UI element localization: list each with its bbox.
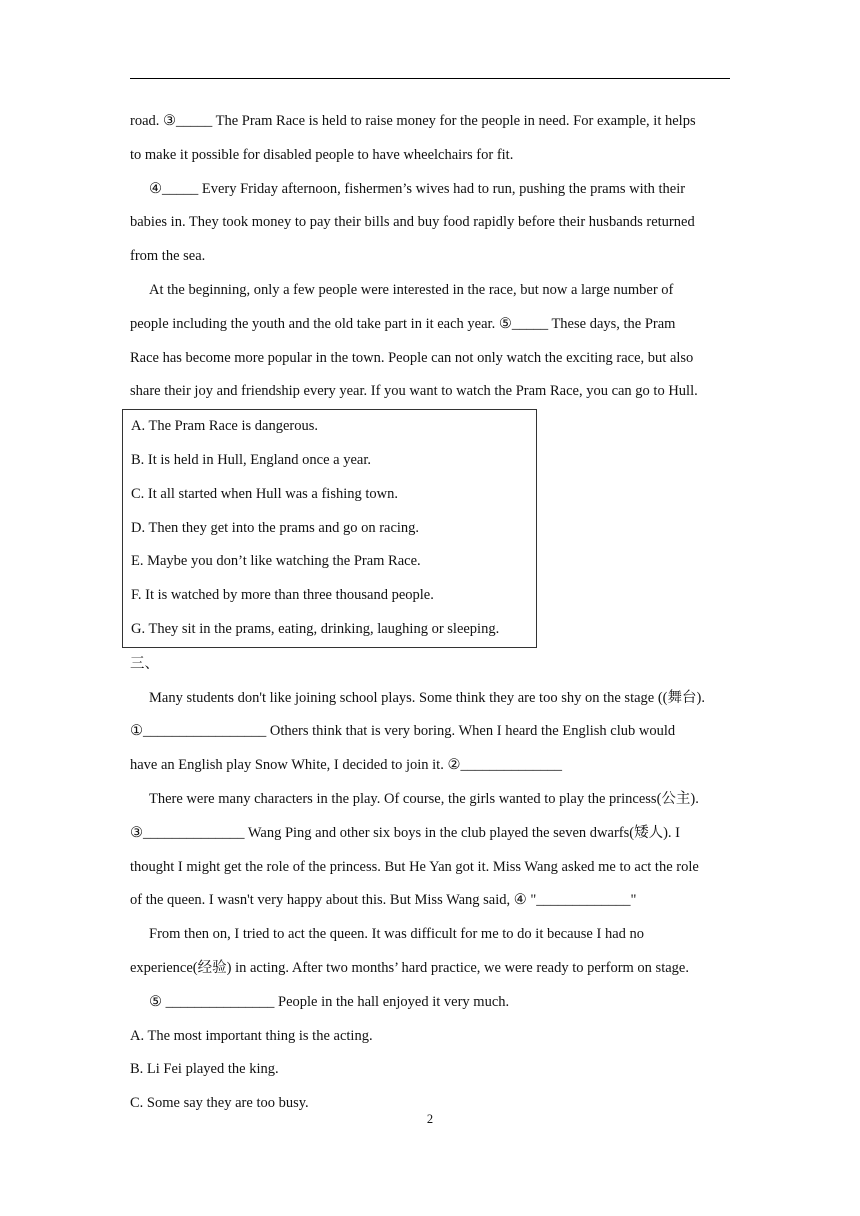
option-b: B. Li Fei played the king. bbox=[130, 1061, 279, 1078]
passage-line: At the beginning, only a few people were interested in the race, but now a large number of bbox=[149, 281, 674, 298]
passage-line: experience(经验) in acting. After two months’ hard practice, we were ready to perform on stage. bbox=[130, 959, 689, 976]
passage-line: people including the youth and the old take part in it each year. ⑤_____ These days, the Pram bbox=[130, 315, 676, 332]
option-a: A. The most important thing is the acting. bbox=[130, 1027, 373, 1044]
passage-line: ④_____ Every Friday afternoon, fishermen’s wives had to run, pushing the prams with their bbox=[149, 180, 686, 197]
passage-line: to make it possible for disabled people to have wheelchairs for fit. bbox=[130, 146, 514, 163]
option-c: C. It all started when Hull was a fishing town. bbox=[131, 485, 398, 502]
passage-line: ③______________ Wang Ping and other six boys in the club played the seven dwarfs(矮人). I bbox=[130, 824, 680, 841]
passage-line: ①_________________ Others think that is very boring. When I heard the English club would bbox=[130, 723, 676, 740]
passage-line: babies in. They took money to pay their bills and buy food rapidly before their husbands returned bbox=[130, 214, 695, 231]
passage-line: There were many characters in the play. Of course, the girls wanted to play the princess(公主). bbox=[149, 790, 699, 807]
passage-line: share their joy and friendship every year. If you want to watch the Pram Race, you can go to Hull. bbox=[130, 383, 698, 400]
section-heading: 三、 bbox=[130, 655, 159, 672]
option-d: D. Then they get into the prams and go on racing. bbox=[131, 519, 420, 536]
passage-line: have an English play Snow White, I decided to join it. ②______________ bbox=[130, 757, 562, 774]
passage-line: road. ③_____ The Pram Race is held to raise money for the people in need. For example, it helps bbox=[130, 113, 696, 129]
page-number: 2 bbox=[426, 1112, 434, 1126]
option-f: F. It is watched by more than three thousand people. bbox=[131, 587, 434, 604]
page-content bbox=[130, 105, 740, 1121]
passage-line: of the queen. I wasn't very happy about this. But Miss Wang said, ④ "_____________" bbox=[130, 892, 637, 909]
option-b: B. It is held in Hull, England once a year. bbox=[131, 451, 372, 468]
passage-line: ⑤ _______________ People in the hall enjoyed it very much. bbox=[149, 993, 510, 1010]
option-e: E. Maybe you don’t like watching the Pram Race. bbox=[131, 553, 421, 570]
option-g: G. They sit in the prams, eating, drinking, laughing or sleeping. bbox=[131, 620, 500, 637]
passage-line: from the sea. bbox=[130, 248, 206, 265]
passage-line: thought I might get the role of the princess. But He Yan got it. Miss Wang asked me to act the role bbox=[130, 858, 699, 875]
passage-line: From then on, I tried to act the queen. It was difficult for me to do it because I had no bbox=[149, 926, 645, 943]
passage-line: Many students don't like joining school plays. Some think they are too shy on the stage ((舞台). bbox=[149, 689, 705, 706]
header-rule bbox=[130, 78, 730, 79]
options-box bbox=[122, 409, 537, 648]
passage-line: Race has become more popular in the town. People can not only watch the exciting race, but also bbox=[130, 349, 694, 366]
option-c: C. Some say they are too busy. bbox=[130, 1095, 309, 1112]
option-a: A. The Pram Race is dangerous. bbox=[131, 418, 318, 435]
